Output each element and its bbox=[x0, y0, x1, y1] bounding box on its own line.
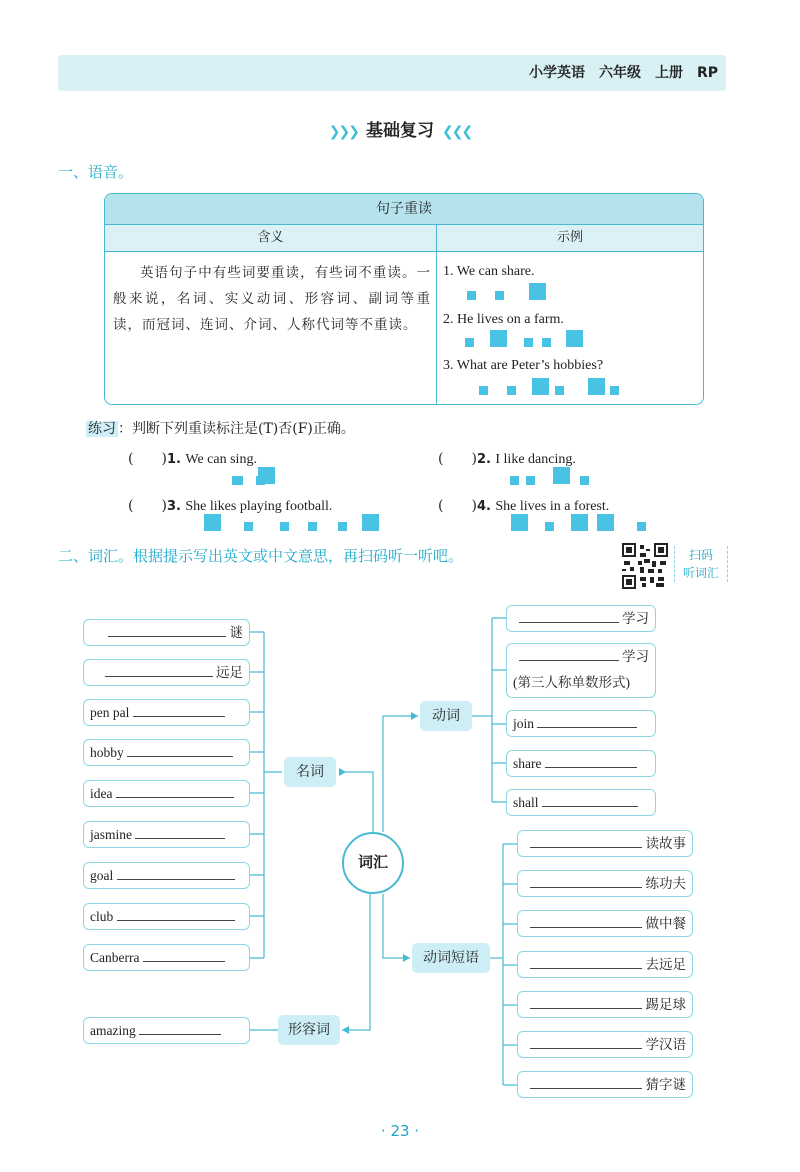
section2-heading: 二、词汇。根据提示写出英文或中文意思，再扫码听一听吧。 bbox=[58, 547, 464, 565]
answer-bracket[interactable]: ( ) bbox=[438, 451, 477, 467]
phrase-answer-box[interactable] bbox=[517, 830, 693, 857]
scan-line1: 扫码 bbox=[688, 548, 713, 562]
answer-bracket[interactable]: ( ) bbox=[128, 451, 167, 467]
left-arrows-icon: ❯❯❯ bbox=[328, 124, 358, 140]
noun-hint: 谜 bbox=[229, 625, 243, 640]
noun-word: Canberra bbox=[90, 950, 140, 965]
verb-hint: 学习 bbox=[622, 649, 649, 664]
noun-word: pen pal bbox=[90, 705, 130, 720]
col-meaning-header: 含义 bbox=[257, 230, 284, 245]
answer-bracket[interactable]: ( ) bbox=[438, 498, 477, 514]
example-3: 3. What are Peter’s hobbies? bbox=[443, 358, 604, 373]
verb-word: join bbox=[513, 716, 535, 731]
noun-answer-box[interactable] bbox=[83, 944, 250, 971]
meaning-text: 英语句子中有些词要重读，有些词不重读。一般来说，名词、实义动词、形容词、副词等重读，而冠词、连词、介词、人称代词等不重读。 bbox=[113, 265, 431, 333]
noun-word: goal bbox=[90, 868, 114, 883]
col-example-header: 示例 bbox=[556, 230, 583, 245]
phrase-hint: 练功夫 bbox=[645, 876, 686, 891]
scan-line2: 听词汇 bbox=[682, 566, 719, 580]
noun-word: jasmine bbox=[90, 827, 132, 842]
phrase-hint: 去远足 bbox=[645, 957, 686, 972]
phrase-answer-box[interactable] bbox=[517, 951, 693, 978]
item-text: I like dancing. bbox=[495, 452, 576, 467]
example-1: 1. We can share. bbox=[443, 264, 535, 279]
book-title: 小学英语 六年级 上册 RP bbox=[528, 65, 718, 81]
noun-answer-box[interactable] bbox=[83, 903, 250, 930]
noun-answer-box[interactable] bbox=[83, 821, 250, 848]
item-text: She lives in a forest. bbox=[495, 499, 610, 514]
page-number: · 23 · bbox=[380, 1122, 420, 1140]
item-number: 3. bbox=[166, 499, 181, 514]
right-arrows-icon: ❮❮❮ bbox=[442, 124, 472, 140]
verb-answer-box[interactable] bbox=[506, 605, 656, 632]
phrase-hint: 读故事 bbox=[645, 836, 686, 851]
phrase-answer-box[interactable] bbox=[517, 910, 693, 937]
phrase-hint: 踢足球 bbox=[645, 997, 686, 1012]
noun-answer-box[interactable] bbox=[83, 659, 250, 686]
phrase-answer-box[interactable] bbox=[517, 991, 693, 1018]
item-number: 2. bbox=[476, 452, 491, 467]
table-title: 句子重读 bbox=[105, 194, 703, 225]
noun-word: club bbox=[90, 909, 114, 924]
adjective-word: amazing bbox=[90, 1023, 136, 1038]
item-text: We can sing. bbox=[185, 452, 257, 467]
verb-word: share bbox=[513, 756, 542, 771]
phrase-hint: 做中餐 bbox=[645, 916, 686, 931]
verb-hint: 学习 bbox=[622, 611, 649, 626]
section1-heading: 一、语音。 bbox=[58, 163, 134, 181]
verb-answer-box[interactable] bbox=[506, 750, 656, 777]
noun-answer-box[interactable] bbox=[83, 780, 250, 807]
noun-word: hobby bbox=[90, 745, 124, 760]
vocabulary-center-node: 词汇 bbox=[342, 832, 404, 894]
phrase-hint: 猜字谜 bbox=[645, 1077, 686, 1092]
item-number: 4. bbox=[476, 499, 491, 514]
adjective-answer-box[interactable] bbox=[83, 1017, 250, 1044]
item-number: 1. bbox=[166, 452, 181, 467]
phrase-answer-box[interactable] bbox=[517, 870, 693, 897]
verb-node: 动词 bbox=[420, 701, 472, 731]
phrase-hint: 学汉语 bbox=[645, 1037, 686, 1052]
verb-word: shall bbox=[513, 795, 539, 810]
verb-answer-box[interactable] bbox=[506, 789, 656, 816]
phrase-answer-box[interactable] bbox=[517, 1031, 693, 1058]
section-title-text: 基础复习 bbox=[366, 121, 434, 141]
noun-answer-box[interactable] bbox=[83, 739, 250, 766]
noun-answer-box[interactable] bbox=[83, 619, 250, 646]
practice-instruction-text: ：判断下列重读标注是(T)否(F)正确。 bbox=[118, 421, 355, 437]
noun-hint: 远足 bbox=[216, 665, 243, 680]
noun-answer-box[interactable] bbox=[83, 862, 250, 889]
noun-node: 名词 bbox=[284, 757, 336, 787]
verb-answer-box[interactable] bbox=[506, 643, 656, 698]
item-text: She likes playing football. bbox=[185, 499, 333, 514]
verb-phrase-node: 动词短语 bbox=[412, 943, 490, 973]
practice-label: 练习 bbox=[88, 421, 116, 437]
noun-word: idea bbox=[90, 786, 113, 801]
example-2: 2. He lives on a farm. bbox=[443, 312, 564, 327]
phrase-answer-box[interactable] bbox=[517, 1071, 693, 1098]
noun-answer-box[interactable] bbox=[83, 699, 250, 726]
verb-note: (第三人称单数形式) bbox=[513, 675, 630, 690]
verb-answer-box[interactable] bbox=[506, 710, 656, 737]
answer-bracket[interactable]: ( ) bbox=[128, 498, 167, 514]
adjective-node: 形容词 bbox=[278, 1015, 340, 1045]
